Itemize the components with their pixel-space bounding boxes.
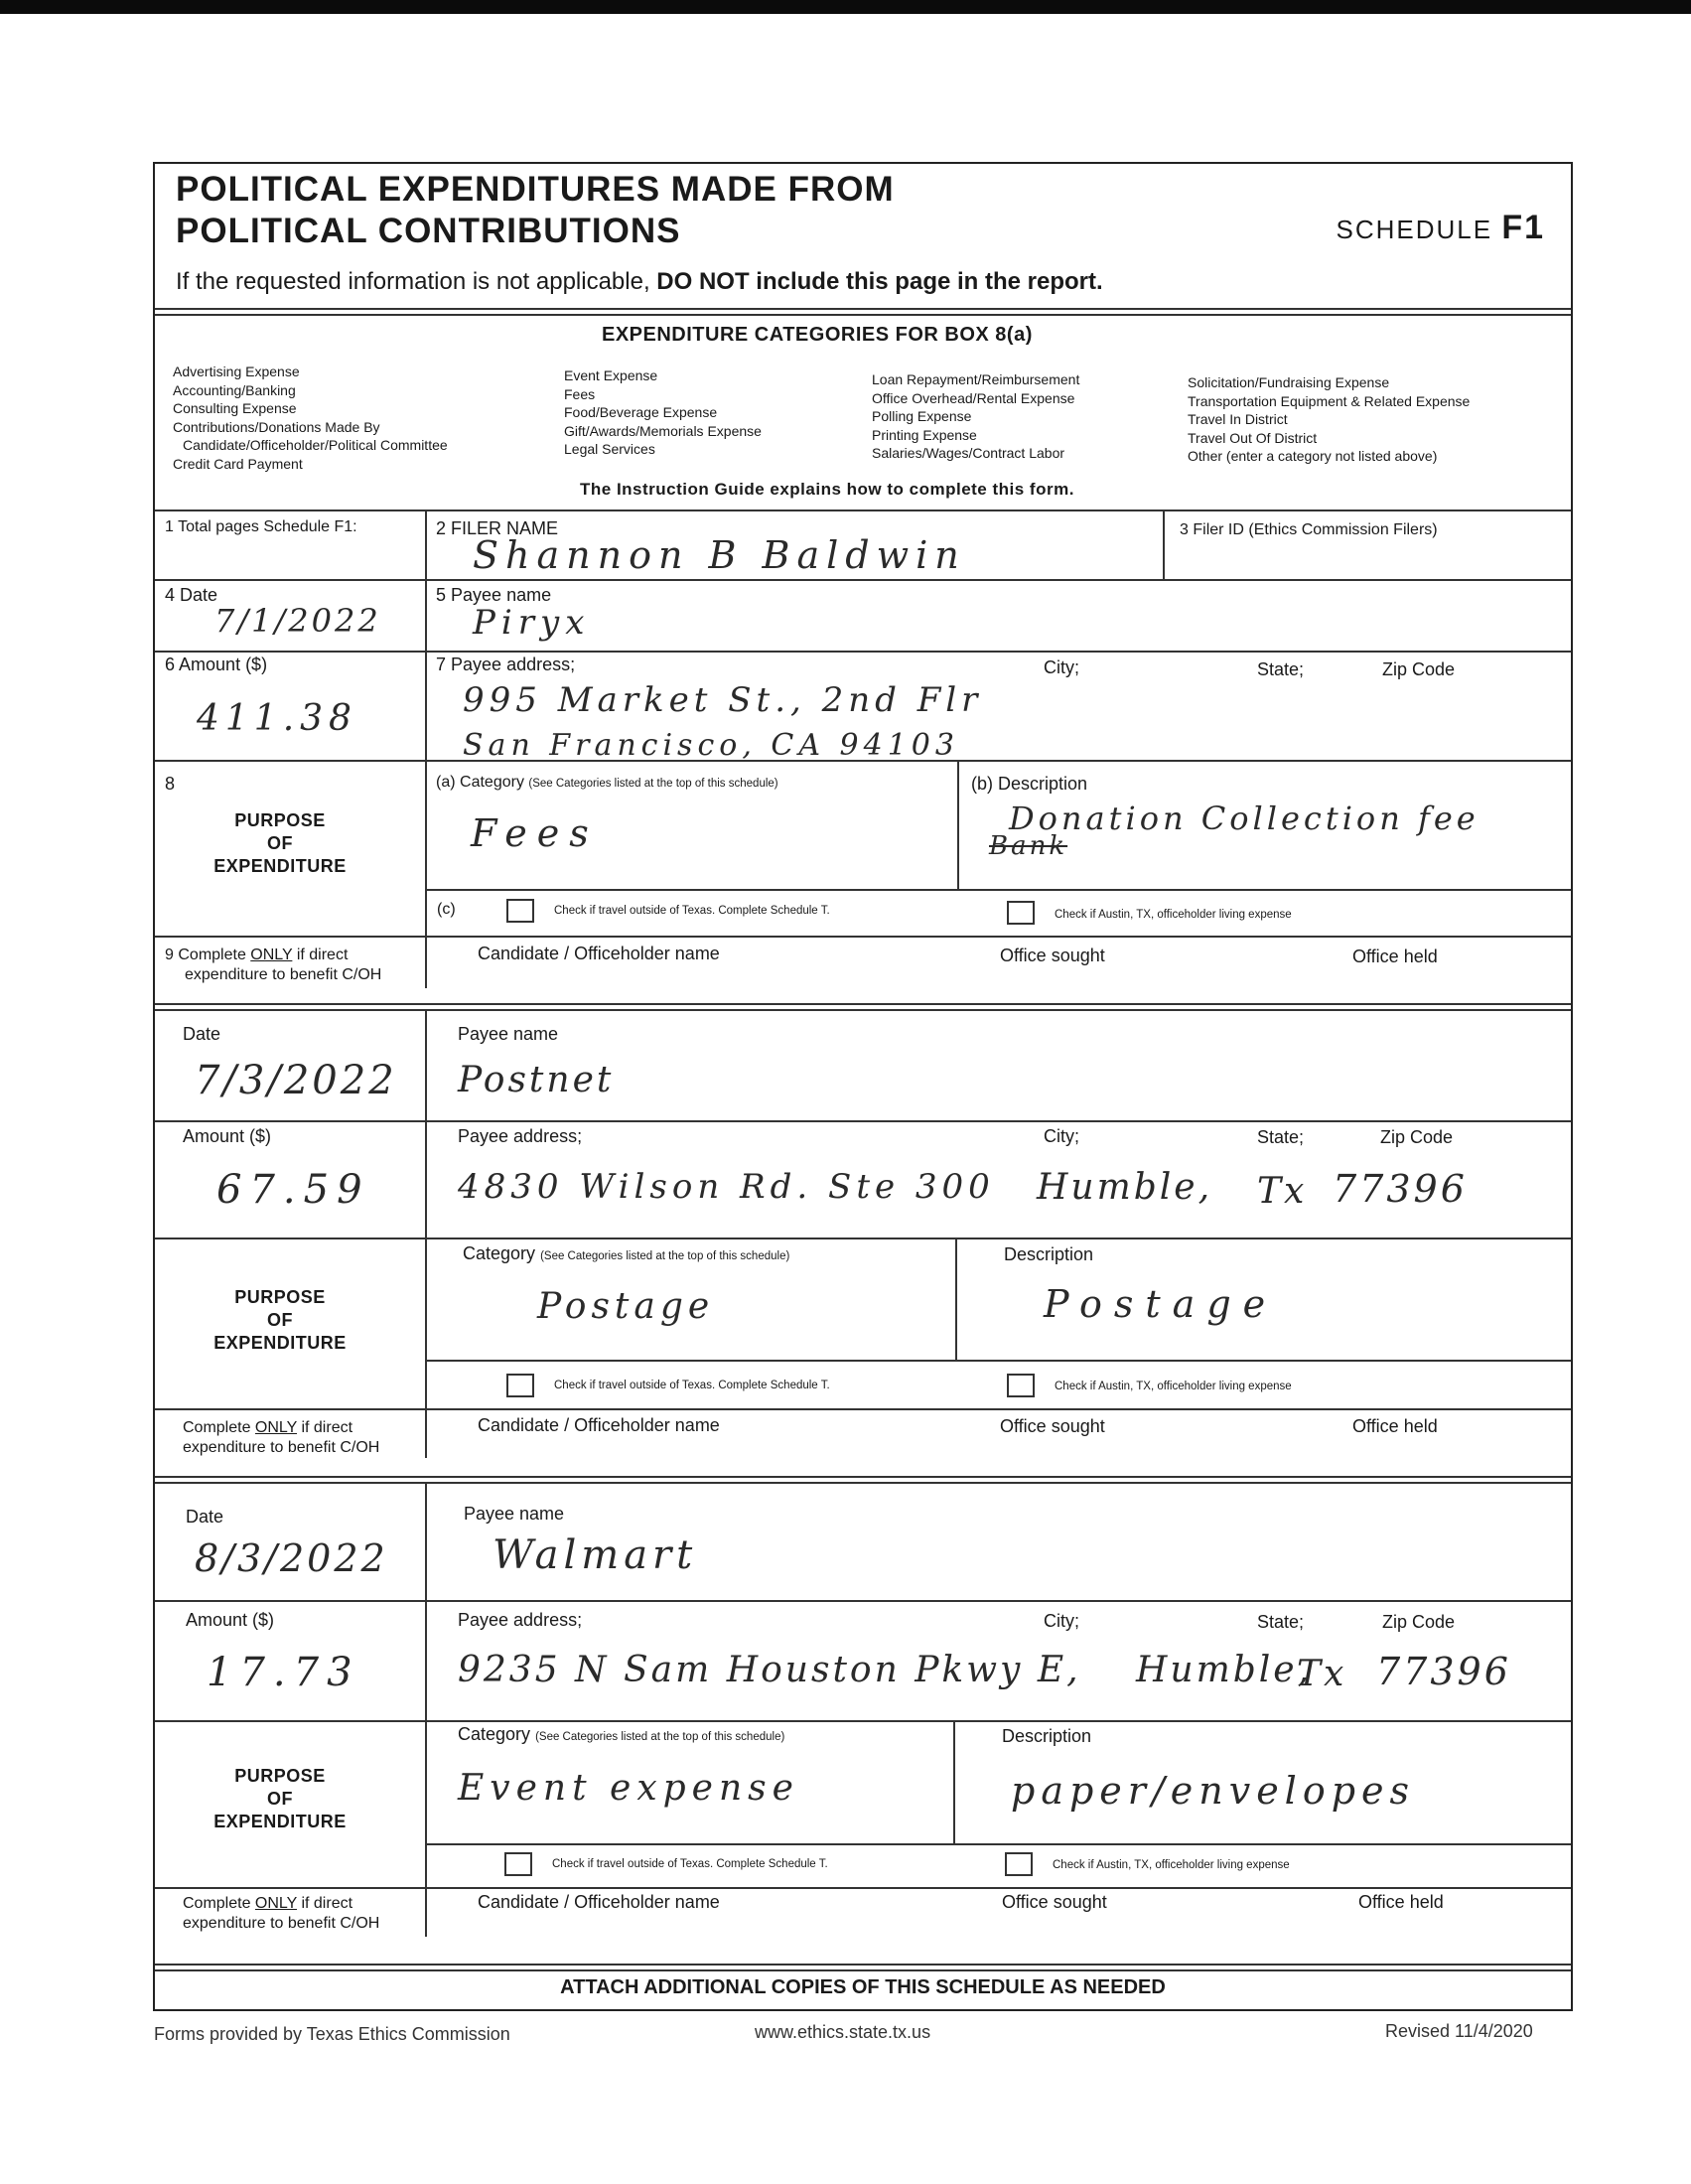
complete-only-note	[183, 1418, 379, 1458]
entry2-zip: 77396	[1333, 1167, 1468, 1211]
entry2-state: Tx	[1257, 1171, 1308, 1212]
zip-label: Zip Code	[1380, 1127, 1454, 1147]
purpose-line: OF	[267, 1310, 293, 1330]
field-letter: (c)	[437, 901, 456, 918]
category-label: Category	[460, 774, 524, 791]
office-held-label: Office held	[1352, 946, 1438, 966]
footer-provided-by: Forms provided by Texas Ethics Commission	[154, 2024, 510, 2044]
entry2-amount: 67.59	[216, 1167, 370, 1213]
description-label: Description	[998, 774, 1088, 794]
amount-label: Amount ($)	[179, 655, 268, 674]
field-amount	[165, 655, 267, 675]
divider	[155, 1720, 1571, 1722]
office-held-label: Office held	[1358, 1892, 1444, 1912]
divider	[155, 1238, 1571, 1239]
payee-address-label: Payee address;	[458, 1126, 583, 1146]
date-label: Date	[183, 1024, 221, 1044]
column-divider	[425, 1009, 427, 1458]
form-title-line2: POLITICAL CONTRIBUTIONS	[176, 212, 681, 250]
category-item: Solicitation/Fundraising Expense	[1188, 374, 1390, 390]
schedule-label	[1336, 209, 1545, 247]
purpose-line: PURPOSE	[234, 1766, 326, 1786]
category-item: Polling Expense	[872, 408, 972, 424]
category-hint: (See Categories listed at the top of this schedule)	[540, 1250, 790, 1262]
travel-check-label: Check if travel outside of Texas. Complete Schedule T.	[552, 1858, 828, 1870]
divider	[155, 651, 1571, 653]
travel-check-label: Check if travel outside of Texas. Complete Schedule T.	[554, 1380, 830, 1391]
divider	[155, 1003, 1571, 1005]
filer-name-label: FILER NAME	[451, 518, 559, 538]
austin-living-expense-checkbox[interactable]	[1007, 1374, 1035, 1397]
entry2-address: 4830 Wilson Rd. Ste 300	[458, 1167, 995, 1207]
divider	[155, 510, 1571, 511]
entry2-date: 7/3/2022	[195, 1058, 397, 1103]
entry3-amount: 17.73	[207, 1650, 360, 1695]
zip-label: Zip Code	[1382, 659, 1456, 679]
divider	[155, 1120, 1571, 1122]
entry3-description: paper/envelopes	[1011, 1769, 1416, 1813]
candidate-name-label: Candidate / Officeholder name	[478, 1415, 720, 1435]
category-item: Gift/Awards/Memorials Expense	[564, 422, 762, 439]
entry1-amount: 411.38	[197, 698, 357, 739]
austin-living-expense-checkbox[interactable]	[1005, 1852, 1033, 1876]
category-item: Candidate/Officeholder/Political Committee	[183, 437, 448, 453]
schedule-f1-form	[153, 162, 1573, 2011]
city-label: City;	[1044, 657, 1079, 677]
divider	[155, 314, 1571, 316]
field-category	[463, 1243, 789, 1264]
categories-heading: EXPENDITURE CATEGORIES FOR BOX 8(a)	[602, 324, 1033, 346]
column-divider	[425, 510, 427, 988]
state-label: State;	[1257, 659, 1305, 679]
entry2-city: Humble,	[1037, 1167, 1213, 1208]
category-item: Accounting/Banking	[173, 381, 296, 398]
category-item: Credit Card Payment	[173, 455, 303, 472]
subtitle-bold: DO NOT include this page in the report.	[656, 268, 1103, 295]
category-label: Category	[458, 1724, 531, 1744]
entry1-address-line1: 995 Market St., 2nd Flr	[463, 680, 983, 720]
subtitle-plain: If the requested information is not applicable,	[176, 268, 657, 295]
purpose-line: OF	[267, 1789, 293, 1809]
entry2-payee: Postnet	[458, 1060, 615, 1100]
field-category	[458, 1724, 784, 1745]
category-item: Loan Repayment/Reimbursement	[872, 371, 1080, 387]
divider	[425, 1360, 1571, 1362]
austin-check-label: Check if Austin, TX, officeholder living expense	[1055, 909, 1292, 921]
category-hint: (See Categories listed at the top of this schedule)	[535, 1731, 785, 1743]
field-number: 4	[165, 585, 176, 605]
travel-outside-texas-checkbox[interactable]	[506, 1374, 534, 1397]
entry3-city: Humble,	[1136, 1650, 1313, 1690]
divider	[155, 760, 1571, 762]
categories-col2	[564, 366, 762, 459]
entry3-address: 9235 N Sam Houston Pkwy E,	[458, 1650, 1081, 1690]
field-number: 7	[436, 655, 447, 674]
category-item: Consulting Expense	[173, 400, 297, 416]
category-item: Travel In District	[1188, 411, 1288, 427]
field-number: 2	[436, 518, 447, 538]
divider	[155, 579, 1571, 581]
category-item: Office Overhead/Rental Expense	[872, 389, 1075, 406]
category-item: Other (enter a category not listed above)	[1188, 448, 1438, 464]
entry1-date: 7/1/2022	[214, 602, 381, 640]
entry1-category: Fees	[471, 811, 599, 855]
austin-check-label: Check if Austin, TX, officeholder living expense	[1053, 1859, 1290, 1871]
payee-address-label: Payee address;	[451, 655, 576, 674]
complete-text: if direct	[292, 946, 349, 963]
payee-name-label: Payee name	[451, 585, 552, 605]
categories-col4	[1188, 373, 1470, 466]
description-label: Description	[1002, 1726, 1092, 1746]
complete-only-line1	[183, 1894, 379, 1914]
category-item: Advertising Expense	[173, 364, 300, 379]
field-number: 6	[165, 655, 176, 674]
column-divider	[1163, 510, 1165, 579]
field-number: 1	[165, 518, 174, 535]
payee-name-label: Payee name	[464, 1504, 565, 1524]
purpose-line: OF	[267, 833, 293, 853]
travel-outside-texas-checkbox[interactable]	[504, 1852, 532, 1876]
filer-id-label: Filer ID (Ethics Commission Filers)	[1193, 521, 1438, 538]
category-hint: (See Categories listed at the top of this schedule)	[528, 778, 778, 790]
category-item: Legal Services	[564, 441, 655, 457]
total-pages-label: Total pages Schedule F1:	[178, 518, 357, 535]
entry3-category: Event expense	[458, 1768, 799, 1809]
purpose-line: EXPENDITURE	[213, 856, 347, 876]
purpose-line: EXPENDITURE	[213, 1333, 347, 1353]
field-letter: (a)	[436, 774, 456, 791]
field-number: 9	[165, 946, 174, 963]
city-label: City;	[1044, 1126, 1079, 1146]
category-item: Fees	[564, 385, 596, 402]
entry1-description-struck: Bank	[989, 831, 1068, 861]
divider	[155, 1482, 1571, 1484]
divider	[155, 308, 1571, 310]
complete-only-note	[165, 946, 381, 985]
field-total-pages	[165, 518, 357, 536]
entry1-description: Donation Collection fee	[1009, 800, 1480, 837]
purpose-label	[181, 1286, 379, 1355]
entry3-state: Tx	[1297, 1654, 1347, 1694]
form-title-line1: POLITICAL EXPENDITURES MADE FROM	[176, 170, 895, 209]
category-item: Contributions/Donations Made By	[173, 418, 380, 435]
entry1-address-line2: San Francisco, CA 94103	[463, 728, 959, 763]
column-divider	[953, 1720, 955, 1843]
amount-label: Amount ($)	[186, 1610, 275, 1630]
complete-text: if direct	[297, 1419, 353, 1436]
amount-label: Amount ($)	[183, 1126, 272, 1146]
divider	[155, 1476, 1571, 1478]
payee-address-label: Payee address;	[458, 1610, 583, 1630]
divider	[425, 1843, 1571, 1845]
schedule-label-text: SCHEDULE	[1336, 215, 1493, 244]
field-number: 8	[165, 774, 176, 794]
date-label: Date	[186, 1507, 224, 1527]
footer-url[interactable]: www.ethics.state.tx.us	[755, 2022, 931, 2042]
complete-text: Complete	[178, 946, 251, 963]
state-label: State;	[1257, 1127, 1305, 1147]
candidate-name-label: Candidate / Officeholder name	[478, 1892, 720, 1912]
office-sought-label: Office sought	[1000, 946, 1105, 965]
office-sought-label: Office sought	[1000, 1416, 1105, 1436]
scan-top-edge	[0, 0, 1691, 14]
purpose-label	[181, 1765, 379, 1833]
filer-name-value: Shannon B Baldwin	[473, 533, 966, 577]
travel-outside-texas-checkbox[interactable]	[506, 899, 534, 923]
description-label: Description	[1004, 1244, 1094, 1264]
complete-text: Complete	[183, 1895, 255, 1912]
category-item: Salaries/Wages/Contract Labor	[872, 445, 1065, 461]
complete-only-line2: expenditure to benefit C/OH	[185, 966, 382, 983]
state-label: State;	[1257, 1612, 1305, 1632]
divider	[155, 1969, 1571, 1971]
category-item: Food/Beverage Expense	[564, 404, 718, 420]
candidate-name-label: Candidate / Officeholder name	[478, 944, 720, 963]
field-letter: (b)	[971, 774, 993, 794]
divider	[155, 1964, 1571, 1966]
purpose-line: PURPOSE	[234, 810, 326, 830]
field-filer-id	[1180, 521, 1438, 539]
category-label: Category	[463, 1243, 536, 1263]
only-text: ONLY	[254, 1419, 298, 1436]
field-payee-address	[436, 655, 575, 675]
austin-check-label: Check if Austin, TX, officeholder living expense	[1055, 1381, 1292, 1392]
date-label: Date	[180, 585, 218, 605]
travel-check-label: Check if travel outside of Texas. Complete Schedule T.	[554, 905, 830, 917]
categories-col3	[872, 370, 1079, 463]
complete-only-line1	[183, 1418, 379, 1438]
city-label: City;	[1044, 1611, 1079, 1631]
column-divider	[955, 1238, 957, 1360]
divider	[155, 1009, 1571, 1011]
complete-only-line2: expenditure to benefit C/OH	[183, 1915, 380, 1932]
zip-label: Zip Code	[1382, 1612, 1456, 1632]
entry1-payee: Piryx	[473, 603, 591, 643]
field-number: 3	[1180, 521, 1189, 538]
complete-text: if direct	[297, 1895, 353, 1912]
office-held-label: Office held	[1352, 1416, 1438, 1436]
entry2-description: Postage	[1044, 1282, 1278, 1326]
field-category	[436, 774, 778, 792]
footer-revised: Revised 11/4/2020	[1385, 2021, 1533, 2041]
purpose-label	[181, 809, 379, 878]
attach-copies-note: ATTACH ADDITIONAL COPIES OF THIS SCHEDULE AS NEEDED	[560, 1976, 1166, 1998]
column-divider	[425, 1482, 427, 1937]
entry3-zip: 77396	[1376, 1650, 1511, 1693]
divider	[155, 1600, 1571, 1602]
only-text: ONLY	[250, 946, 293, 963]
form-subtitle	[176, 268, 1103, 296]
entry3-date: 8/3/2022	[195, 1536, 388, 1580]
payee-name-label: Payee name	[458, 1024, 559, 1044]
category-item: Travel Out Of District	[1188, 429, 1318, 446]
purpose-line: PURPOSE	[234, 1287, 326, 1307]
divider	[155, 1887, 1571, 1889]
field-description	[971, 774, 1087, 795]
field-date	[165, 585, 217, 606]
entry2-category: Postage	[537, 1286, 715, 1327]
entry3-payee: Walmart	[493, 1532, 698, 1578]
category-item: Event Expense	[564, 367, 658, 383]
field-number: 5	[436, 585, 447, 605]
complete-only-line2: expenditure to benefit C/OH	[183, 1439, 380, 1456]
office-sought-label: Office sought	[1002, 1892, 1107, 1912]
complete-only-line1	[165, 946, 381, 965]
complete-text: Complete	[183, 1419, 255, 1436]
complete-only-note	[183, 1894, 379, 1934]
purpose-line: EXPENDITURE	[213, 1812, 347, 1831]
category-item: Transportation Equipment & Related Expense	[1188, 392, 1471, 409]
only-text: ONLY	[254, 1895, 298, 1912]
instruction-note: The Instruction Guide explains how to complete this form.	[580, 480, 1074, 499]
column-divider	[957, 760, 959, 889]
category-item: Printing Expense	[872, 426, 977, 443]
divider	[155, 936, 1571, 938]
schedule-code: F1	[1501, 209, 1545, 246]
divider	[155, 1408, 1571, 1410]
divider	[425, 889, 1571, 891]
categories-col1	[173, 363, 448, 473]
austin-living-expense-checkbox[interactable]	[1007, 901, 1035, 925]
